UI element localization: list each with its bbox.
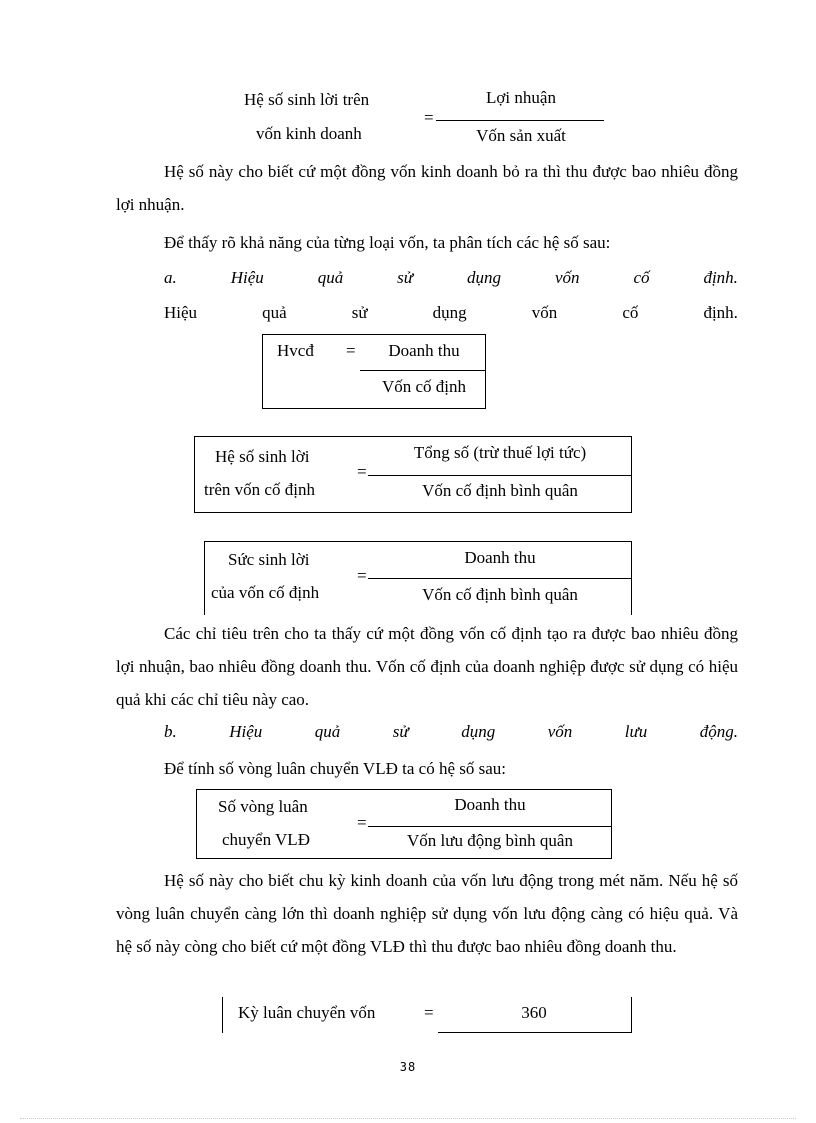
formula-hvcd-fraction-bar bbox=[360, 370, 486, 371]
formula-period-left-border bbox=[222, 997, 223, 1033]
paragraph-2: Để thấy rõ khả năng của từng loại vốn, ta phân tích các hệ số sau: bbox=[164, 233, 611, 252]
section-b-heading: b. Hiệu quả sử dụng vốn lưu động. bbox=[164, 722, 738, 741]
formula-period-fraction-bar bbox=[438, 1032, 631, 1033]
formula1-equals: = bbox=[424, 108, 434, 127]
formula-profit-fixed-equals: = bbox=[357, 462, 367, 481]
formula-period-equals: = bbox=[424, 1003, 434, 1022]
formula-hvcd-numerator: Doanh thu bbox=[388, 341, 460, 360]
page-number: 38 bbox=[399, 1060, 417, 1074]
formula-turnover-denominator: Vốn lưu động bình quân bbox=[407, 831, 573, 850]
formula-hvcd-denominator: Vốn cố định bbox=[381, 377, 467, 396]
formula-yield-fixed-numerator: Doanh thu bbox=[464, 548, 536, 567]
formula-turnover-fraction-bar bbox=[368, 826, 612, 827]
formula-period-label: Kỳ luân chuyển vốn bbox=[238, 1003, 376, 1022]
formula-turnover-numerator: Doanh thu bbox=[454, 795, 526, 814]
formula1-numerator: Lợi nhuận bbox=[486, 88, 556, 107]
paragraph-4: Để tính số vòng luân chuyển VLĐ ta có hệ số sau: bbox=[164, 759, 506, 778]
formula-turnover-label-line2: chuyển VLĐ bbox=[222, 830, 310, 849]
formula-turnover-equals: = bbox=[357, 813, 367, 832]
formula-yield-fixed-equals: = bbox=[357, 566, 367, 585]
paragraph-1: Hệ số này cho biết cứ một đồng vốn kinh doanh bỏ ra thì thu được bao nhiêu đồng lợi nhuận. bbox=[116, 162, 738, 214]
formula-yield-fixed-top-border bbox=[204, 541, 632, 542]
paragraph-5: Hệ số này cho biết chu kỳ kinh doanh của vốn lưu động trong mét năm. Nếu hệ số vòng luân chuyển càng lớn thì doanh nghiệp sử dụng vốn lưu động càng có hiệu quả. Và hệ số này còng cho biết cứ một đồng VLĐ thì thu được bao nhiêu đồng doanh thu. bbox=[116, 871, 738, 956]
formula-period-right-border bbox=[631, 997, 632, 1033]
formula1-denominator: Vốn sản xuất bbox=[476, 126, 566, 145]
formula-profit-fixed-denominator: Vốn cố định bình quân bbox=[422, 481, 578, 500]
formula1-label-line1: Hệ số sinh lời trên bbox=[244, 90, 370, 109]
formula-yield-fixed-label-line1: Sức sinh lời bbox=[228, 550, 310, 569]
formula-yield-fixed-fraction-bar bbox=[368, 578, 632, 579]
section-a-subheading: Hiệu quả sử dụng vốn cố định. bbox=[164, 303, 738, 322]
formula-yield-fixed-denominator: Vốn cố định bình quân bbox=[422, 585, 578, 604]
formula-yield-fixed-left-border bbox=[204, 541, 205, 615]
formula1-label-line2: vốn kinh doanh bbox=[256, 124, 362, 143]
formula-profit-fixed-numerator: Tổng số (trừ thuế lợi tức) bbox=[413, 443, 587, 462]
formula-hvcd-equals: = bbox=[346, 341, 356, 360]
formula-profit-fixed-label-line1: Hệ số sinh lời bbox=[215, 447, 310, 466]
formula1-fraction-bar bbox=[436, 120, 604, 121]
formula-profit-fixed-fraction-bar bbox=[368, 475, 632, 476]
formula-yield-fixed-label-line2: của vốn cố định bbox=[211, 583, 320, 602]
section-a-heading: a. Hiệu quả sử dụng vốn cố định. bbox=[164, 268, 738, 287]
formula-turnover-label-line1: Số vòng luân bbox=[218, 797, 308, 816]
formula-hvcd-label: Hvcđ bbox=[277, 341, 314, 360]
page-bottom-divider bbox=[20, 1118, 796, 1119]
formula-profit-fixed-label-line2: trên vốn cố định bbox=[204, 480, 315, 499]
paragraph-3: Các chỉ tiêu trên cho ta thấy cứ một đồng vốn cố định tạo ra được bao nhiêu đồng lợi nhuận, bao nhiêu đồng doanh thu. Vốn cố định của doanh nghiệp được sử dụng có hiệu quả khi các chỉ tiêu này cao. bbox=[116, 624, 738, 709]
formula-period-numerator: 360 bbox=[521, 1003, 547, 1022]
